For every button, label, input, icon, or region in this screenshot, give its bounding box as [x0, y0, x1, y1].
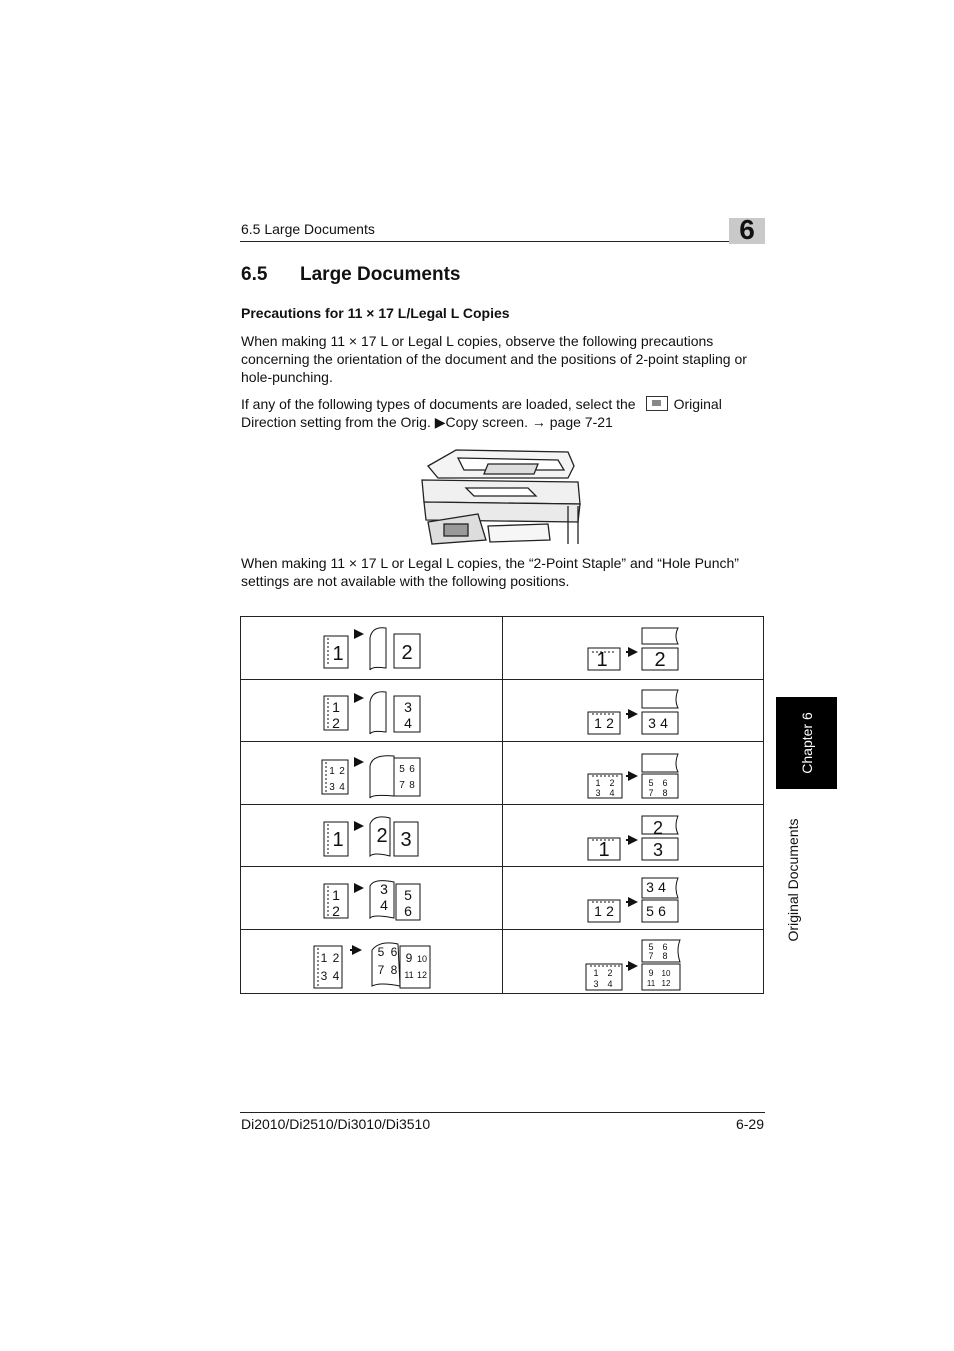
section-number: 6.5	[241, 264, 268, 285]
page-label: 6	[658, 903, 666, 919]
page-label: 4	[609, 788, 615, 798]
page-label: 1	[332, 887, 340, 903]
page-label: 1	[329, 766, 335, 777]
page-label: 3	[595, 788, 601, 798]
page-label: 7	[377, 963, 385, 977]
page-label: 1	[596, 649, 608, 671]
page-label: 3	[329, 782, 335, 793]
footer-models: Di2010/Di2510/Di3010/Di3510	[241, 1116, 431, 1132]
copier-illustration	[418, 444, 584, 546]
diagram-row3-left	[322, 756, 420, 798]
page-label: 6	[662, 942, 668, 952]
page-label: 2	[606, 903, 614, 919]
page-label: 11	[646, 979, 656, 988]
page-label: 5	[399, 764, 405, 775]
paragraph-part-b: Original Direction setting from the Orig. ▶Copy screen. → page 7-21	[241, 396, 722, 430]
page-label: 5	[648, 942, 654, 952]
header-rule	[240, 241, 765, 242]
page-label: 3	[646, 879, 654, 895]
diagram-row6-left	[314, 943, 430, 988]
page-label: 2	[654, 649, 666, 671]
page-label: 8	[662, 951, 668, 961]
page-label: 1	[598, 839, 610, 861]
page-label: 5	[646, 903, 654, 919]
page-label: 2	[609, 778, 615, 788]
position-diagrams	[240, 616, 764, 994]
page-label: 4	[332, 969, 340, 983]
page-label: 11	[404, 970, 414, 980]
page-label: 6	[390, 945, 398, 959]
page-label: 3	[593, 979, 599, 989]
running-header: 6.5 Large Documents	[241, 221, 375, 237]
page-label: 5	[404, 887, 412, 903]
page-label: 8	[390, 963, 398, 977]
footer-page-number: 6-29	[735, 1116, 764, 1132]
page-label: 4	[607, 979, 613, 989]
page-label: 1	[332, 829, 344, 851]
subsection-title: Precautions for 11 × 17 L/Legal L Copies	[241, 305, 510, 321]
page-label: 7	[648, 788, 654, 798]
page-label: 2	[332, 951, 340, 965]
page-label: 8	[409, 780, 415, 791]
page-label: 12	[416, 970, 428, 980]
paragraph-not-available: When making 11 × 17 L or Legal L copies, the “2-Point Staple” and “Hole Punch” settings are not available with the following positions.	[241, 555, 739, 589]
page-label: 2	[339, 766, 345, 777]
page-label: 2	[332, 715, 340, 731]
page-label: 4	[404, 715, 412, 731]
page-label: 2	[652, 818, 664, 838]
page-label: 1	[594, 715, 602, 731]
page-label: 1	[320, 951, 328, 965]
paragraph-precautions: When making 11 × 17 L or Legal L copies, observe the following precautions concerning the orientation of the document and the positions of 2-point stapling or hole-punching.	[241, 333, 747, 385]
section-title-text: Large Documents	[300, 264, 461, 285]
page-label: 9	[405, 951, 413, 965]
page-label: 1	[593, 968, 599, 978]
page-label: 4	[380, 897, 388, 913]
paragraph-part-a: If any of the following types of documents are loaded, select the	[241, 396, 636, 412]
page-label: 1	[332, 699, 340, 715]
page-label: 3	[652, 840, 664, 860]
page-label: 8	[662, 788, 668, 798]
chapter-tab-label: Chapter 6	[798, 712, 815, 774]
page-label: 4	[658, 879, 666, 895]
page-label: 2	[607, 968, 613, 978]
page-label: 5	[648, 778, 654, 788]
page-label: 1	[594, 903, 602, 919]
page-label: 10	[661, 969, 671, 978]
page-label: 7	[399, 780, 405, 791]
page-label: 7	[648, 951, 654, 961]
positions-table	[240, 616, 764, 994]
page-label: 3	[320, 969, 328, 983]
footer-rule	[240, 1112, 765, 1113]
page-label: 6	[404, 903, 412, 919]
original-direction-icon	[646, 396, 668, 411]
page-label: 4	[339, 782, 345, 793]
page-label: 10	[416, 954, 428, 964]
page-label: 12	[661, 979, 671, 988]
page-label: 3	[404, 699, 412, 715]
page-label: 3	[400, 829, 412, 851]
page-label: 2	[332, 903, 340, 919]
page-label: 6	[409, 764, 415, 775]
page-label: 1	[595, 778, 601, 788]
page-label: 3	[648, 715, 656, 731]
page-label: 2	[401, 642, 413, 664]
page-label: 2	[376, 825, 388, 847]
page-label: 4	[660, 715, 668, 731]
section-tab-label: Original Documents	[785, 818, 801, 942]
paragraph-original-direction	[241, 395, 764, 431]
page-label: 2	[606, 715, 614, 731]
page-label: 9	[648, 968, 654, 978]
page-label: 1	[332, 643, 344, 665]
page-label: 5	[377, 945, 385, 959]
chapter-number: 6	[739, 214, 755, 245]
page-label: 3	[380, 881, 388, 897]
section-title	[241, 264, 460, 286]
page-label: 6	[662, 778, 668, 788]
